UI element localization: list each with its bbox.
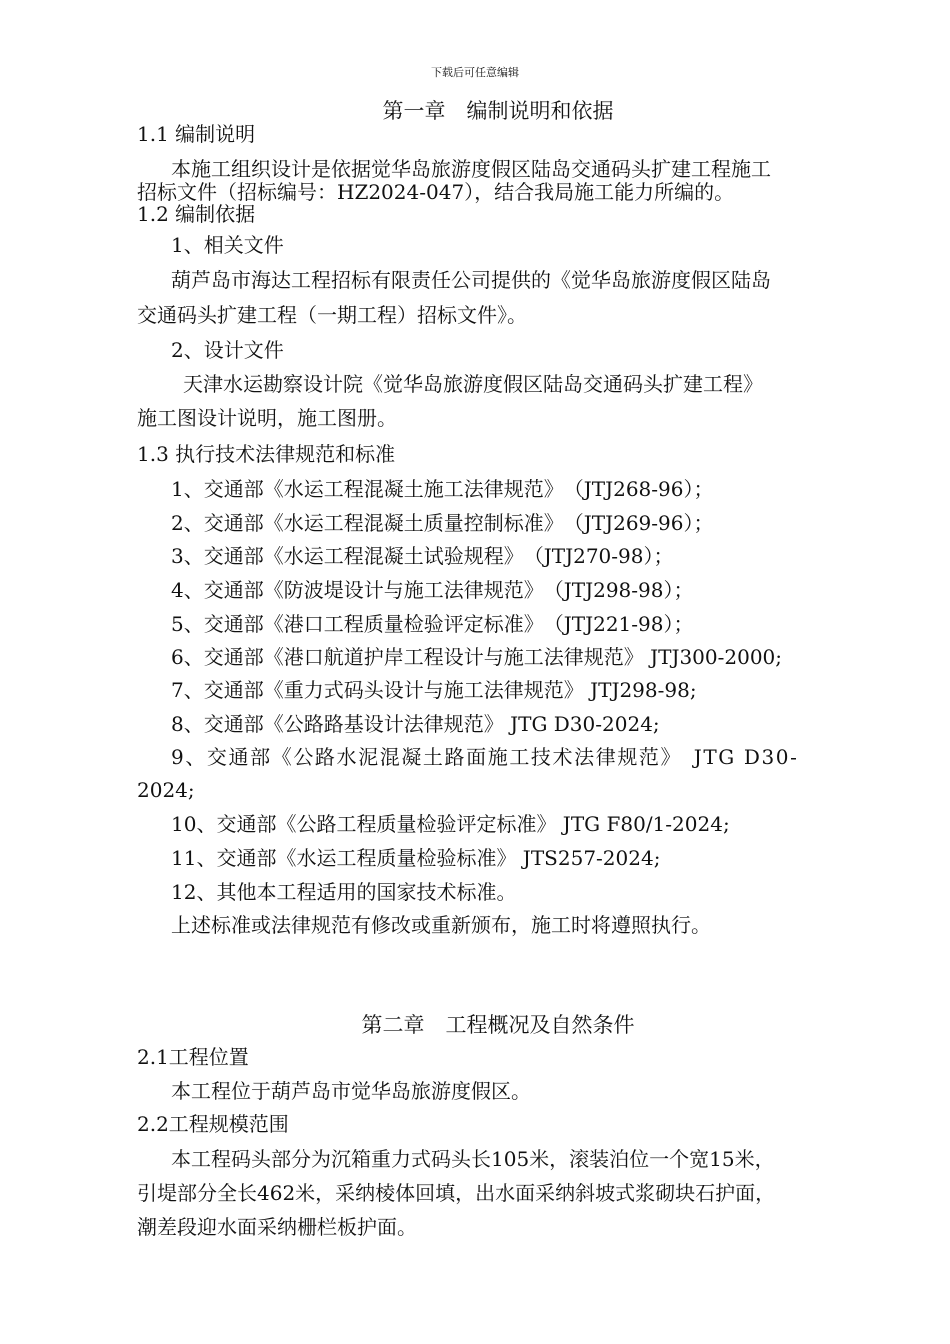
section-1-1-paragraph-line1: 本施工组织设计是依据觉华岛旅游度假区陆岛交通码头扩建工程施工 <box>171 157 771 181</box>
section-2-1-paragraph: 本工程位于葫芦岛市觉华岛旅游度假区。 <box>171 1079 531 1103</box>
section-2-2-paragraph-line1: 本工程码头部分为沉箱重力式码头长105米，滚装泊位一个宽15米， <box>171 1147 775 1171</box>
chapter-2-title: 第二章 工程概况及自然条件 <box>361 1013 635 1037</box>
section-2-2-paragraph-line3: 潮差段迎水面采纳栅栏板护面。 <box>137 1215 417 1239</box>
section-1-3-heading: 1.3 执行技术法律规范和标准 <box>137 442 396 466</box>
related-docs-heading: 1、相关文件 <box>171 233 284 257</box>
section-1-2-heading: 1.2 编制依据 <box>137 202 256 226</box>
design-docs-heading: 2、设计文件 <box>171 338 284 362</box>
design-docs-line1: 天津水运勘察设计院《觉华岛旅游度假区陆岛交通码头扩建工程》 <box>183 372 763 396</box>
section-2-2-heading: 2.2工程规模范围 <box>137 1112 289 1136</box>
section-1-1-paragraph-line2: 招标文件（招标编号：HZ2024-047），结合我局施工能力所编的。 <box>137 180 735 204</box>
related-docs-line2: 交通码头扩建工程（一期工程）招标文件》。 <box>137 303 527 327</box>
standard-item: 9、交通部《公路水泥混凝土路面施工技术法律规范》 JTG D30- <box>171 745 799 769</box>
chapter-1-title: 第一章 编制说明和依据 <box>382 99 614 123</box>
related-docs-line1: 葫芦岛市海达工程招标有限责任公司提供的《觉华岛旅游度假区陆岛 <box>171 268 771 292</box>
design-docs-line2: 施工图设计说明，施工图册。 <box>137 406 397 430</box>
page-header: 下载后可任意编辑 <box>431 66 519 79</box>
standard-item: 5、交通部《港口工程质量检验评定标准》 （JTJ221-98）； <box>171 612 694 636</box>
standard-item: 11、交通部《水运工程质量检验标准》 JTS257-2024; <box>171 846 661 870</box>
section-1-1-heading: 1.1 编制说明 <box>137 122 256 146</box>
section-2-1-heading: 2.1工程位置 <box>137 1045 249 1069</box>
section-2-2-paragraph-line2: 引堤部分全长462米，采纳棱体回填，出水面采纳斜坡式浆砌块石护面， <box>137 1181 776 1205</box>
standard-item: 12、其他本工程适用的国家技术标准。 <box>171 880 517 904</box>
standard-item: 6、交通部《港口航道护岸工程设计与施工法律规范》 JTJ300-2000; <box>171 645 783 669</box>
standard-item: 1、交通部《水运工程混凝土施工法律规范》 （JTJ268-96）； <box>171 477 714 501</box>
standard-item: 3、交通部《水运工程混凝土试验规程》 （JTJ270-98）； <box>171 544 674 568</box>
standard-item-continued: 2024; <box>137 778 195 802</box>
standard-item: 10、交通部《公路工程质量检验评定标准》 JTG F80/1-2024; <box>171 812 730 836</box>
standard-item: 7、交通部《重力式码头设计与施工法律规范》 JTJ298-98; <box>171 678 697 702</box>
standard-item: 4、交通部《防波堤设计与施工法律规范》 （JTJ298-98）； <box>171 578 694 602</box>
standard-item: 8、交通部《公路路基设计法律规范》 JTG D30-2024; <box>171 712 660 736</box>
standard-item: 2、交通部《水运工程混凝土质量控制标准》 （JTJ269-96）； <box>171 511 714 535</box>
standards-note: 上述标准或法律规范有修改或重新颁布，施工时将遵照执行。 <box>171 913 711 937</box>
